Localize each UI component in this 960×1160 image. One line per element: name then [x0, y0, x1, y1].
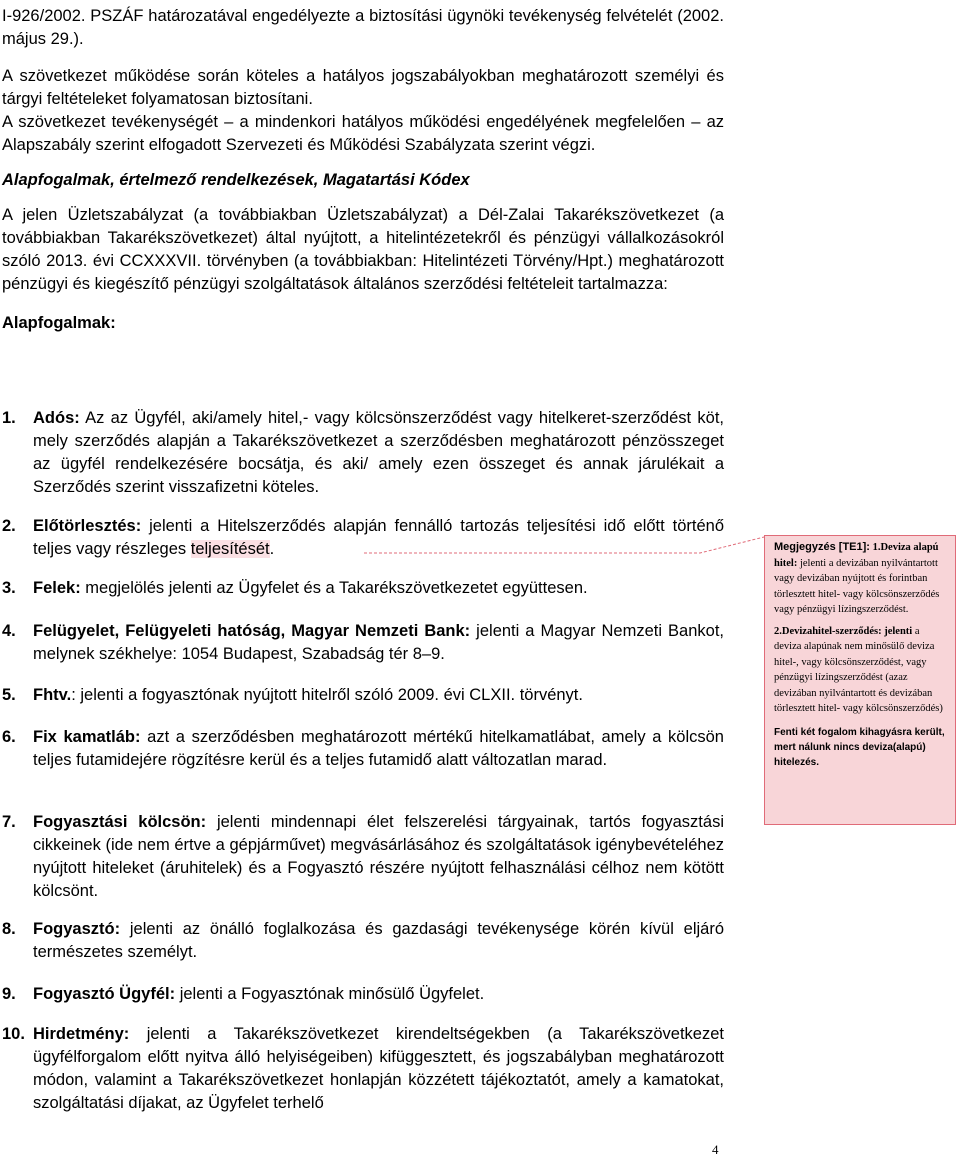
page-number: 4: [712, 1142, 719, 1157]
section-heading: Alapfogalmak, értelmező rendelkezések, Magatartási Kódex: [2, 171, 470, 189]
comment-note: Fenti két fogalom kihagyásra került, mert nálunk nincs deviza(alapú) hitelezés.: [774, 726, 945, 768]
definition-item: [2, 515, 724, 561]
definition-item: [2, 620, 724, 666]
definition-text: jelenti a Fogyasztónak minősülő Ügyfelet.: [175, 985, 485, 1003]
definition-term: Előtörlesztés:: [33, 517, 142, 535]
comment-def1-term: Deviza alapú hitel:: [774, 542, 939, 569]
definition-term: Fogyasztási kölcsön:: [33, 813, 207, 831]
comment-def2-text: a deviza alapúnak nem minősülő deviza hitel-, vagy kölcsönszerződést, vagy pénzügyi lízingszerződést (azaz devizában nyilvántartott és devizában törlesztett hitel- vagy kölcsönszerződés): [774, 625, 943, 714]
definition-item: [2, 983, 724, 1006]
definition-term: Fhtv.: [33, 686, 72, 704]
intro-paragraph-2: A szövetkezet működése során köteles a hatályos jogszabályokban meghatározott személyi és tárgyi feltételeket folyamatosan biztosítani.: [2, 67, 724, 108]
item-number: 9.: [2, 985, 16, 1003]
intro-paragraph-1: I-926/2002. PSZÁF határozatával engedélyezte a biztosítási ügynöki tevékenység felvételét (2002. május 29.).: [2, 7, 724, 48]
item-number: 3.: [2, 579, 16, 597]
definition-term: Fogyasztó:: [33, 920, 121, 938]
definition-item: [2, 1023, 724, 1115]
main-text: [2, 5, 724, 335]
definitions-subheading: Alapfogalmak:: [2, 314, 116, 332]
item-number: 2.: [2, 517, 16, 535]
definition-text: jelenti az önálló foglalkozása és gazdasági tevékenysége körén kívül eljáró természetes személyt.: [33, 920, 724, 961]
definition-term: Felek:: [33, 579, 81, 597]
definition-item: [2, 811, 724, 903]
comment-def2-number: 2.: [774, 625, 782, 637]
comment-def2-term: Devizahitel-szerződés:: [781, 625, 882, 637]
intro-paragraph-3: A szövetkezet tevékenységét – a mindenkori hatályos működési engedélyének megfelelően – az Alapszabály szerint elfogadott Szervezeti és Működési Szabályzata szerint végzi.: [2, 113, 724, 154]
commented-text-highlight[interactable]: teljesítését: [190, 540, 270, 558]
definition-term: Adós:: [33, 409, 80, 427]
definition-item: [2, 726, 724, 772]
comment-def2-verb: jelenti: [881, 625, 913, 637]
comment-def1-text: jelenti a devizában nyilvántartott vagy devizában nyújtott és forintban törlesztett hitel- vagy kölcsönszerződés vagy pénzügyi lízingszerződést.: [774, 557, 940, 615]
item-number: 4.: [2, 622, 16, 640]
definition-item: [2, 577, 724, 600]
item-number: 10.: [2, 1025, 25, 1043]
definition-term: Fix kamatláb:: [33, 728, 141, 746]
item-number: 6.: [2, 728, 16, 746]
definition-item: [2, 918, 724, 964]
section-paragraph: A jelen Üzletszabályzat (a továbbiakban Üzletszabályzat) a Dél-Zalai Takarékszövetkezet (a továbbiakban Takarékszövetkezet) által nyújtott, a hitelintézetekről és pénzügyi vállalkozásokról szóló 2013. évi CCXXXVII. törvényben (a továbbiakban: Hitelintézeti Törvény/Hpt.) meghatározott pénzügyi és kiegészítő pénzügyi szolgáltatások általános szerződési feltételeit tartalmazza:: [2, 206, 724, 293]
definition-text: Az az Ügyfél, aki/amely hitel,- vagy kölcsönszerződést vagy hitelkeret-szerződést köt, mely szerződés alapján a Takarékszövetkezet a szerződésben meghatározott pénzösszeget az ügyfél rendelkezésére bocsátja, és aki/ amely ezen összeget és annak járulékait a Szerződés szerint visszafizetni köteles.: [33, 409, 724, 496]
definition-item: [2, 407, 724, 499]
definition-text: jelenti a Takarékszövetkezet kirendeltségekben (a Takarékszövetkezet ügyfélforgalom előtt nyitva álló helyiségeiben) kifüggesztett, és jogszabályban meghatározott módon, valamint a Takarékszövetkezet honlapján közzétett tájékoztatót, amely a kamatokat, szolgáltatási díjakat, az Ügyfelet terhelő: [33, 1025, 724, 1112]
definition-text: azt a szerződésben meghatározott mértékű hitelkamatlábat, amely a kölcsön teljes futamidejére rögzítésre kerül és a teljes futamidő alatt változatlan marad.: [33, 728, 724, 769]
definition-term: Fogyasztó Ügyfél:: [33, 985, 176, 1003]
definition-text: jelenti a Hitelszerződés alapján fennálló tartozás teljesítési idő előtt történő teljes vagy részleges: [33, 517, 724, 558]
comment-def1-number: 1.: [872, 542, 881, 553]
item-number: 1.: [2, 409, 16, 427]
definition-term: Hirdetmény:: [33, 1025, 130, 1043]
definition-term: Felügyelet, Felügyeleti hatóság, Magyar Nemzeti Bank:: [33, 622, 471, 640]
item-number: 5.: [2, 686, 16, 704]
definition-text: jelenti mindennapi élet felszerelési tárgyainak, tartós fogyasztási cikkeinek (ide nem értve a gépjárművet) megvásárlásához és szolgáltatások igénybevételéhez nyújtott hiteleket (áruhitelek) és a Fogyasztó részére nyújtott felhasználási célhoz nem kötött kölcsönt.: [33, 813, 724, 900]
item-number: 8.: [2, 920, 16, 938]
definition-text: jelenti a Magyar Nemzeti Bankot, melynek székhelye: 1054 Budapest, Szabadság tér 8–9.: [33, 622, 724, 663]
definition-item: [2, 684, 724, 707]
comment-balloon[interactable]: [764, 535, 956, 825]
comment-tag: Megjegyzés [TE1]:: [774, 541, 870, 553]
item-number: 7.: [2, 813, 16, 831]
definition-text: megjelölés jelenti az Ügyfelet és a Takarékszövetkezetet együttesen.: [80, 579, 588, 597]
definition-text-end: .: [269, 540, 275, 558]
definition-text: : jelenti a fogyasztónak nyújtott hitelről szóló 2009. évi CLXII. törvényt.: [71, 686, 583, 704]
